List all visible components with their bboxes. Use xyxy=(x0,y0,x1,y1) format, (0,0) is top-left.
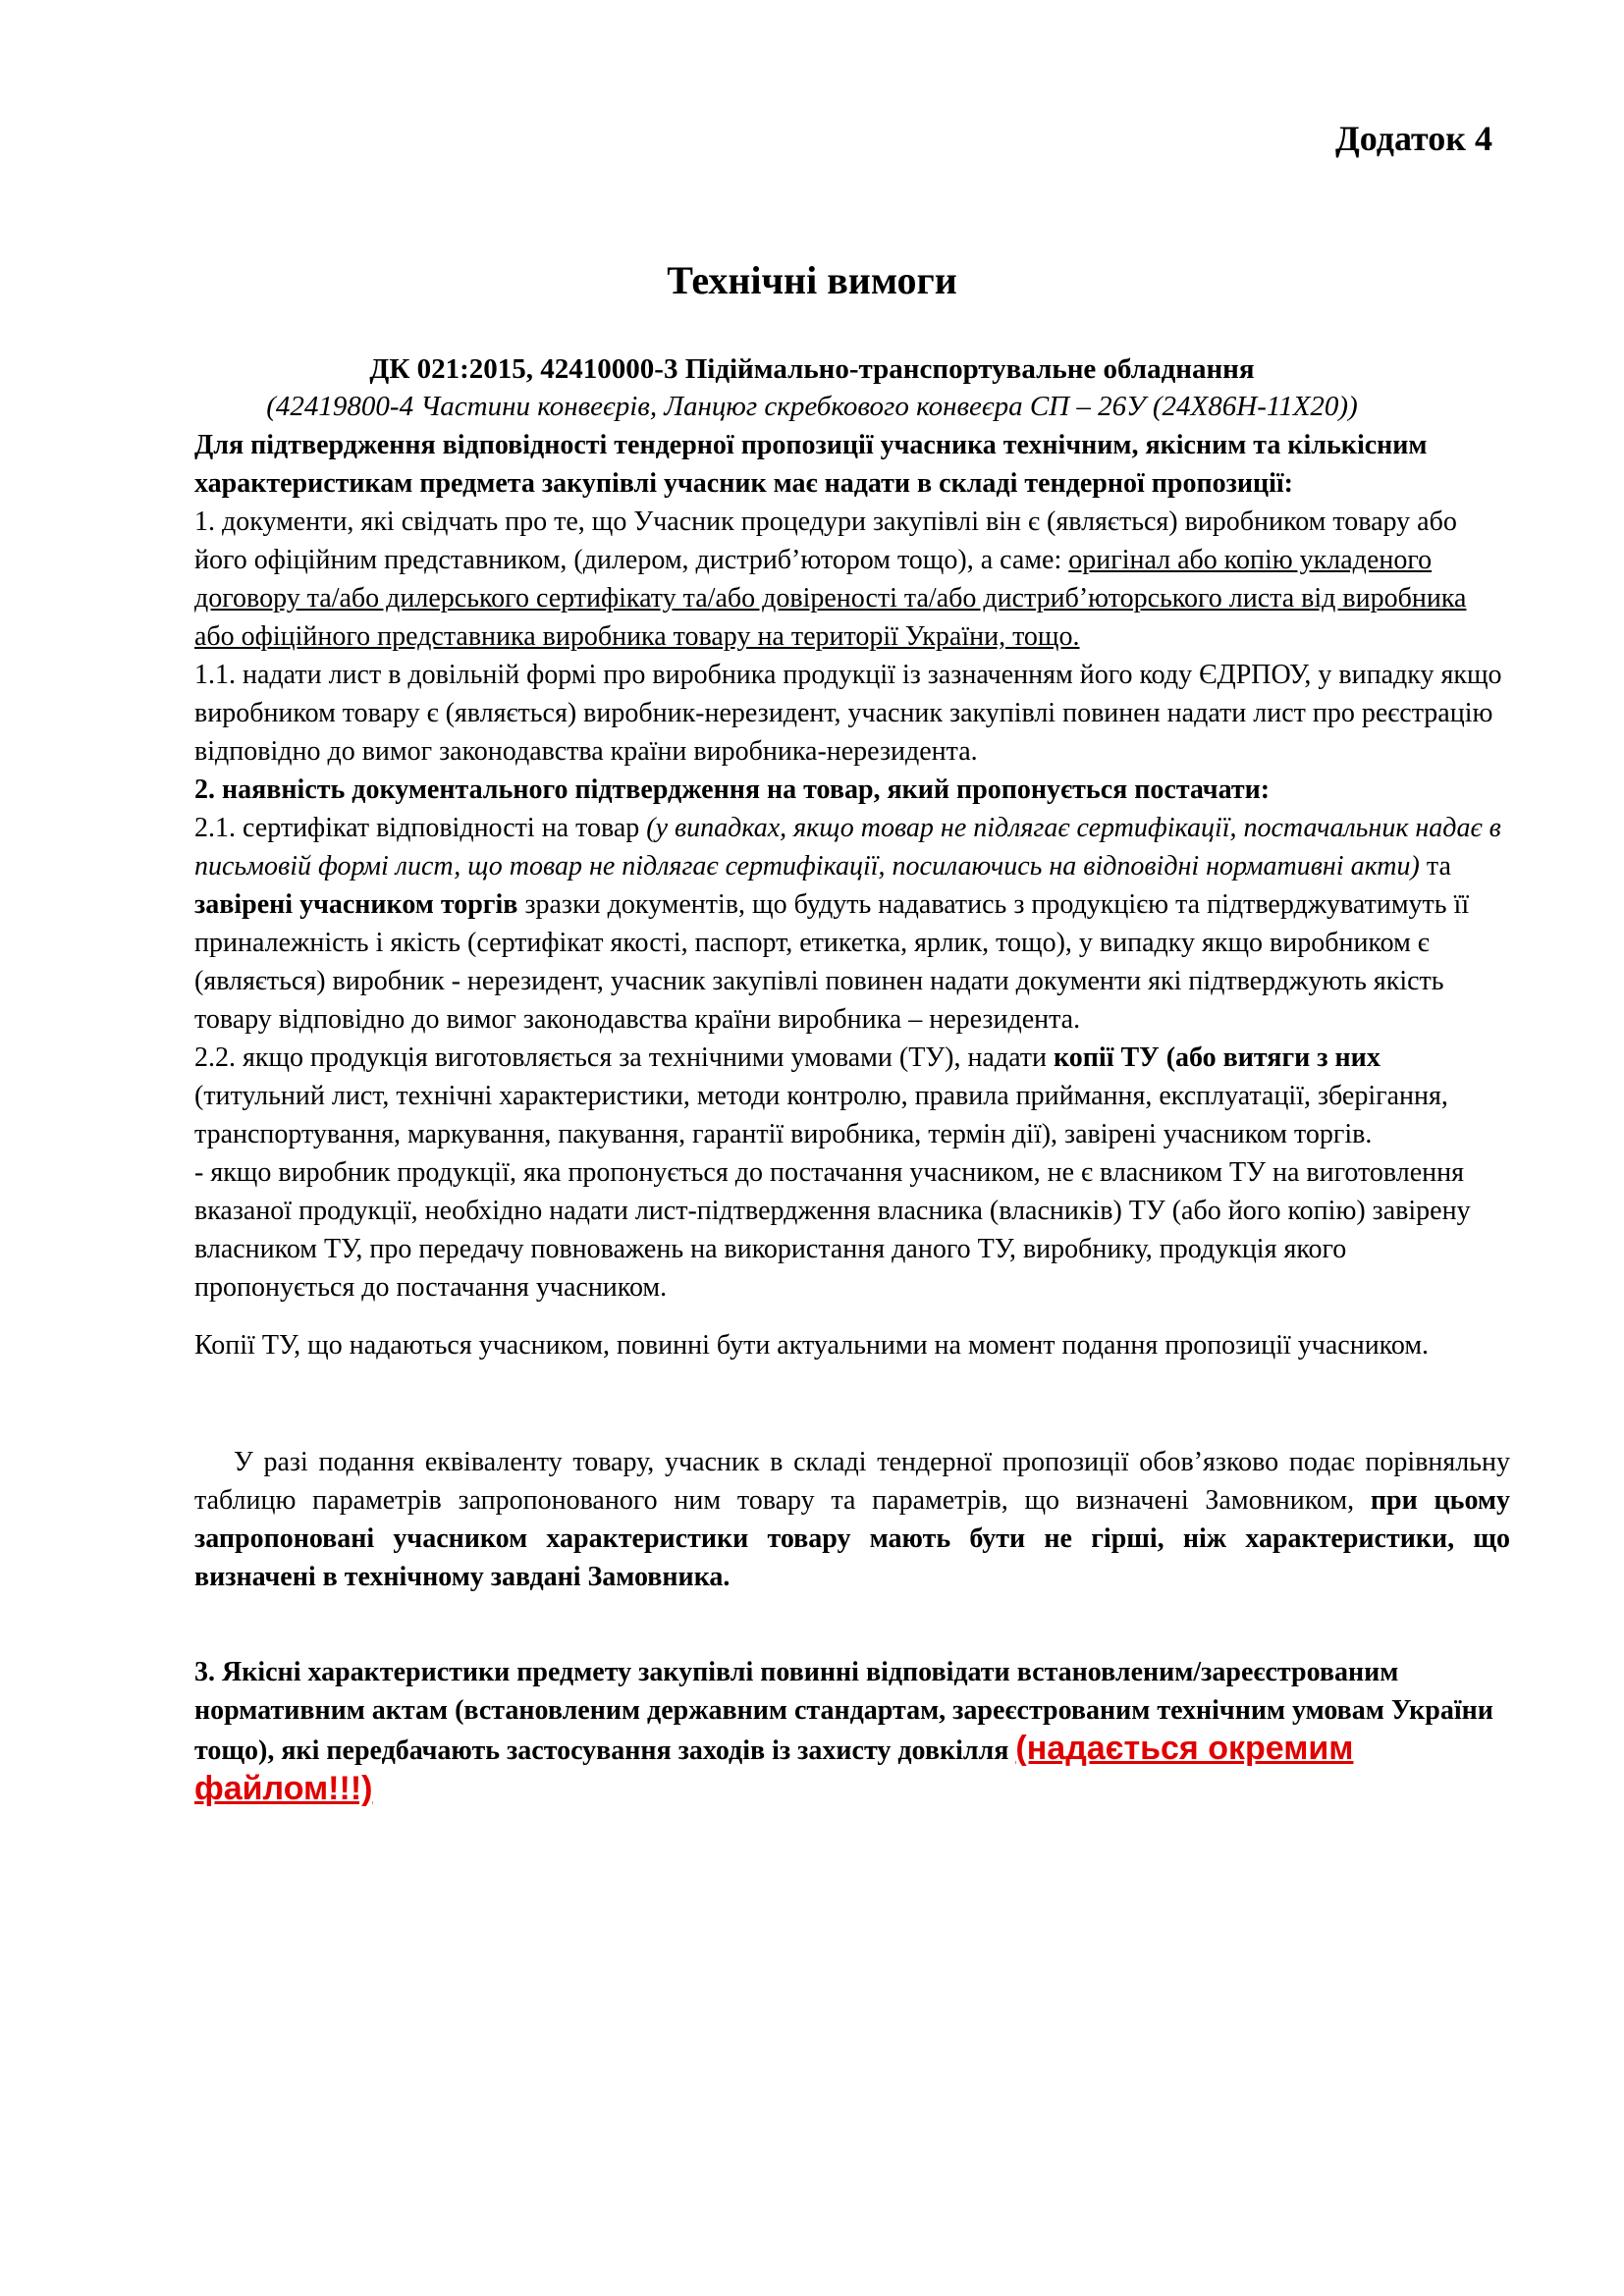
item-2-2-dash-paragraph: - якщо виробник продукції, яка пропонується до постачання учасником, не є власником ТУ на виготовлення вказаної продукції, необхідно надати лист-підтвердження власника (власників) ТУ (або його копію) завірену власником ТУ, про передачу повноважень на використання даного ТУ, виробнику, продукція якого пропонується до постачання учасником. xyxy=(194,1157,1471,1303)
item-1-text: 1. документи, які свідчать про те, що Учасник процедури закупівлі він є (являється) виробником товару або його офіційним представником, (дилером, дистриб’ютором тощо), а саме: xyxy=(194,507,1457,575)
equivalent-text: У разі подання еквіваленту товару, учасник в складі тендерної пропозиції обов’язково подає порівняльну таблицю параметрів запропонованого ним товару та параметрів, що визначені Замовником, xyxy=(194,1447,1510,1516)
item-2-heading: 2. наявність документального підтвердження на товар, який пропонується постачати: xyxy=(194,774,1271,805)
item-1-paragraph xyxy=(194,503,1510,656)
item-2-1-paragraph xyxy=(194,809,1510,1039)
page-title: Технічні вимоги xyxy=(667,258,957,302)
intro-paragraph: Для підтвердження відповідності тендерної пропозиції учасника технічним, якісним та кількісним характеристикам предмета закупівлі учасник має надати в складі тендерної пропозиції: xyxy=(194,430,1428,499)
classification-code-line: ДК 021:2015, 42410000-3 Підіймально-транспортувальне обладнання xyxy=(369,353,1255,385)
copies-note-paragraph: Копії ТУ, що надаються учасником, повинні бути актуальними на момент подання пропозиції учасником. xyxy=(194,1330,1430,1361)
item-2-1-and: та xyxy=(1419,851,1451,881)
item-3-text: 3. Якісні характеристики предмету закупівлі повинні відповідати встановленим/зареєстрованим нормативним актам (встановленим державним стандартам, зареєстрованим технічним умовам України тощо), які передбачають застосування заходів із захисту довкілля xyxy=(194,1657,1493,1766)
document-body xyxy=(194,426,1510,1810)
item-2-2-rest: (титульний лист, технічні характеристики, методи контролю, правила приймання, експлуатації, зберігання, транспортування, маркування, пакування, гарантії виробника, термін дії), завірені учасником торгів. xyxy=(194,1081,1448,1149)
item-code-line: (42419800-4 Частини конвеєрів, Ланцюг скребкового конвеєра СП – 26У (24Х86Н-11Х20)) xyxy=(266,391,1358,422)
item-1-underlined-text: оригінал або копію укладеного договору та/або дилерського сертифікату та/або довіреності та/або дистриб’юторського листа від виробника або офіційного представника виробника товару на території України, тощо. xyxy=(194,545,1467,652)
item-2-1-italic-note: (у випадках, якщо товар не підлягає сертифікації, постачальник надає в письмовій формі лист, що товар не підлягає сертифікації, посилаючись на відповідні нормативні акти) xyxy=(194,813,1501,881)
item-2-1-rest: зразки документів, що будуть надаватись з продукцією та підтверджуватимуть її приналежність і якість (сертифікат якості, паспорт, етикетка, ярлик, тощо), у випадку якщо виробником є (являється) виробник - нерезидент, учасник закупівлі повинен надати документи які підтверджують якість товару відповідно до вимог законодавства країни виробника – нерезидента. xyxy=(194,889,1470,1035)
item-2-1-bold: завірені учасником торгів xyxy=(194,889,518,920)
item-2-2-bold: копії ТУ (або витяги з них xyxy=(1054,1042,1380,1073)
item-3-paragraph xyxy=(194,1653,1510,1810)
item-2-1-lead: 2.1. сертифікат відповідності на товар xyxy=(194,813,647,843)
addendum-label: Додаток 4 xyxy=(1335,119,1492,158)
equivalent-bold-text: при цьому запропоновані учасником характеристики товару мають бути не гірші, ніж характеристики, що визначені в технічному завдані Замовника. xyxy=(194,1485,1510,1592)
separate-file-note: (надається окремим файлом!!!) xyxy=(194,1730,1354,1807)
item-2-2-paragraph xyxy=(194,1039,1510,1153)
equivalent-paragraph xyxy=(194,1443,1510,1596)
item-2-2-lead: 2.2. якщо продукція виготовляється за технічними умовами (ТУ), надати xyxy=(194,1042,1055,1073)
item-1-1-paragraph: 1.1. надати лист в довільній формі про виробника продукції із зазначенням його коду ЄДРПОУ, у випадку якщо виробником товару є (являється) виробник-нерезидент, учасник закупівлі повинен надати лист про реєстрацію відповідно до вимог законодавства країни виробника-нерезидента. xyxy=(194,660,1502,767)
